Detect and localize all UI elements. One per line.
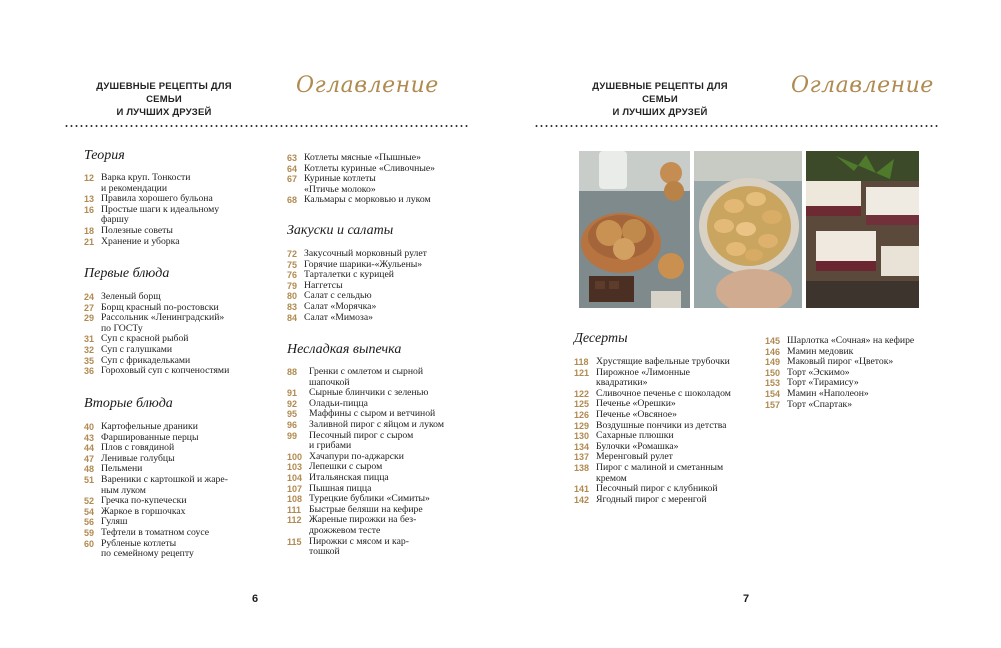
toc-entry-title: Фаршированные перцы: [101, 431, 199, 443]
toc-entry-title: Полезные советы: [101, 224, 173, 236]
toc-page-number: 21: [84, 236, 95, 247]
toc-list-mains-continued: [287, 153, 472, 206]
toc-entry-title: Лепешки с сыром: [309, 461, 383, 473]
toc-page-number: 79: [287, 280, 298, 291]
toc-entry[interactable]: [84, 475, 266, 496]
toc-page-number: 107: [287, 483, 303, 494]
toc-page-number: 44: [84, 443, 95, 454]
toc-entry-title: Песочный пирог с клубникой: [596, 483, 718, 495]
toc-page-number: 145: [765, 336, 781, 346]
toc-page-number: 153: [765, 378, 781, 389]
left-page-number: 6: [252, 593, 259, 605]
toc-page-number: 129: [574, 420, 590, 431]
toc-page-number: 138: [574, 462, 590, 473]
toc-entry-title: Сахарные плюшки: [596, 430, 674, 442]
toc-entry-title: Печенье «Орешки»: [596, 398, 676, 410]
toc-page-number: 51: [84, 474, 95, 485]
left-header-line1: ДУШЕВНЫЕ РЕЦЕПТЫ ДЛЯ СЕМЬИ: [96, 81, 232, 105]
toc-entry-title: Шарлотка «Сочная» на кефире: [787, 335, 915, 346]
toc-page-number: 115: [287, 536, 302, 547]
toc-entry-title: Меренговый рулет: [596, 451, 673, 463]
toc-entry[interactable]: [574, 410, 762, 421]
toc-entry-title: Сливочное печенье с шоколадом: [596, 387, 731, 399]
right-page-number: 7: [743, 593, 750, 605]
toc-entry[interactable]: [84, 205, 266, 226]
toc-entry-title: Вареники с картошкой и жаре- ным луком: [101, 473, 228, 496]
toc-page-number: 91: [287, 388, 298, 399]
toc-page-number: 36: [84, 366, 95, 377]
toc-entry-title: Котлеты мясные «Пышные»: [304, 152, 421, 163]
left-header-line2: И ЛУЧШИХ ДРУЗЕЙ: [116, 107, 212, 118]
toc-page-number: 103: [287, 462, 303, 473]
toc-entry-title: Гречка по-купечески: [101, 495, 187, 507]
toc-entry-title: Жареные пирожки на без- дрожжевом тесте: [309, 514, 417, 536]
left-header-subtitle: [86, 80, 242, 119]
toc-entry-title: Картофельные драники: [101, 421, 198, 432]
toc-page-number: 99: [287, 430, 298, 441]
toc-entry[interactable]: [574, 357, 762, 368]
section-title-first-courses: Первые блюда: [84, 266, 170, 281]
toc-entry-title: Сырные блинчики с зеленью: [309, 387, 429, 399]
toc-list-desserts-continued: [765, 336, 935, 410]
toc-page-number: 84: [287, 312, 298, 323]
toc-entry[interactable]: [84, 422, 266, 433]
toc-entry[interactable]: [765, 336, 935, 347]
toc-page-number: 31: [84, 334, 95, 345]
toc-entry-title: Мамин «Наполеон»: [787, 387, 869, 399]
toc-entry[interactable]: [287, 302, 472, 313]
section-title-second-courses: Вторые блюда: [84, 396, 173, 411]
toc-page-number: 40: [84, 422, 95, 432]
toc-entry[interactable]: [84, 226, 266, 237]
toc-entry-title: Хачапури по-аджарски: [309, 450, 404, 462]
toc-list-snacks-salads: [287, 249, 472, 323]
toc-page-number: 48: [84, 464, 95, 475]
left-dotted-divider: [64, 125, 468, 127]
toc-entry-title: Тефтели в томатном соусе: [101, 526, 210, 538]
toc-entry-title: Пирожное «Лимонные квадратики»: [596, 366, 690, 389]
toc-entry[interactable]: [287, 473, 472, 484]
toc-entry[interactable]: [287, 174, 472, 195]
toc-entry-title: Зеленый борщ: [101, 291, 161, 302]
toc-page-number: 16: [84, 204, 95, 215]
toc-entry-title: Торт «Эскимо»: [787, 366, 850, 378]
toc-page-number: 75: [287, 259, 298, 270]
toc-entry[interactable]: [84, 237, 266, 248]
toc-entry-title: Хрустящие вафельные трубочки: [596, 356, 730, 367]
toc-list-first-courses: [84, 292, 266, 377]
toc-entry-title: Ленивые голубцы: [101, 452, 175, 464]
section-title-desserts: Десерты: [574, 331, 628, 346]
right-dotted-divider: [534, 125, 938, 127]
section-title-theory: Теория: [84, 148, 125, 163]
toc-entry-title: Рубленые котлеты по семейному рецепту: [101, 537, 194, 560]
toc-entry[interactable]: [287, 195, 472, 206]
toc-entry-title: Закусочный морковный рулет: [304, 248, 427, 259]
toc-entry[interactable]: [287, 249, 472, 260]
toc-entry-title: Пышная пицца: [309, 482, 372, 494]
toc-page-number: 146: [765, 346, 781, 357]
toc-entry[interactable]: [765, 389, 935, 400]
toc-page-number: 112: [287, 515, 302, 526]
right-header-line1: ДУШЕВНЫЕ РЕЦЕПТЫ ДЛЯ СЕМЬИ: [592, 81, 728, 105]
toc-page-number: 35: [84, 355, 95, 366]
toc-page-number: 118: [574, 357, 589, 367]
toc-entry-title: Котлеты куриные «Сливочные»: [304, 162, 435, 174]
toc-page-number: 27: [84, 302, 95, 313]
toc-entry-title: Кальмары с морковью и луком: [304, 194, 431, 206]
toc-entry-title: Гуляш: [101, 516, 128, 528]
toc-list-desserts: [574, 357, 762, 505]
toc-page-number: 67: [287, 174, 298, 185]
toc-entry-title: Салат с сельдью: [304, 290, 372, 302]
toc-entry[interactable]: [84, 528, 266, 539]
toc-entry-title: Хранение и уборка: [101, 235, 180, 247]
toc-entry-title: Гороховый суп с копченостями: [101, 365, 230, 377]
toc-page-number: 154: [765, 388, 781, 399]
toc-entry[interactable]: [574, 495, 762, 506]
toc-entry[interactable]: [287, 431, 472, 452]
toc-entry[interactable]: [287, 537, 472, 558]
toc-page-number: 72: [287, 249, 298, 259]
toc-page-number: 150: [765, 367, 781, 378]
toc-entry[interactable]: [287, 367, 472, 388]
toc-page-number: 83: [287, 301, 298, 312]
toc-page-number: 126: [574, 409, 590, 420]
toc-entry-title: Торт «Тирамису»: [787, 377, 859, 389]
toc-list-theory: [84, 173, 266, 247]
toc-page-number: 157: [765, 399, 781, 410]
toc-entry-title: Пельмени: [101, 463, 143, 475]
toc-page-number: 43: [84, 432, 95, 443]
toc-page-number: 111: [287, 504, 302, 515]
toc-entry-title: Куриные котлеты «Птичье молоко»: [304, 173, 376, 195]
toc-page-number: 137: [574, 452, 590, 463]
toc-page-number: 80: [287, 291, 298, 302]
toc-entry-title: Суп с красной рыбой: [101, 333, 189, 345]
toc-entry-title: Салат «Мимоза»: [304, 311, 373, 323]
toc-page-number: 122: [574, 388, 590, 399]
toc-page-number: 96: [287, 419, 298, 430]
right-header-subtitle: [582, 80, 738, 119]
toc-page-number: 52: [84, 496, 95, 507]
toc-page-number: 108: [287, 494, 303, 505]
toc-entry-title: Песочный пирог с сыром и грибами: [309, 429, 414, 452]
toc-list-second-courses: [84, 422, 266, 560]
toc-page-number: 130: [574, 431, 590, 442]
right-header-title: Оглавление: [791, 73, 934, 98]
toc-page-number: 24: [84, 292, 95, 302]
toc-entry-title: Варка круп. Тонкости и рекомендации: [101, 172, 191, 194]
toc-entry-title: Рассольник «Ленинградский» по ГОСТу: [101, 312, 225, 334]
toc-entry-title: Итальянская пицца: [309, 471, 389, 483]
toc-entry-title: Пирожки с мясом и кар- тошкой: [309, 535, 409, 558]
toc-page-number: 104: [287, 472, 303, 483]
toc-entry[interactable]: [574, 463, 762, 484]
toc-entry[interactable]: [84, 539, 266, 560]
toc-entry-title: Оладьи-пицца: [309, 397, 368, 409]
toc-entry[interactable]: [287, 515, 472, 536]
toc-page-number: 13: [84, 194, 95, 205]
toc-entry-title: Суп с галушками: [101, 343, 173, 355]
section-title-snacks-salads: Закуски и салаты: [287, 223, 394, 238]
toc-page-number: 59: [84, 527, 95, 538]
toc-page-number: 63: [287, 153, 298, 163]
toc-entry-title: Борщ красный по-ростовски: [101, 301, 219, 313]
right-header-line2: И ЛУЧШИХ ДРУЗЕЙ: [612, 107, 708, 118]
toc-entry-title: Печенье «Овсяное»: [596, 408, 677, 420]
toc-page-number: 29: [84, 313, 95, 324]
toc-page-number: 64: [287, 163, 298, 174]
toc-page-number: 32: [84, 344, 95, 355]
berry-cake-photo: [806, 151, 919, 308]
toc-entry-title: Булочки «Ромашка»: [596, 440, 679, 452]
toc-entry[interactable]: [84, 366, 266, 377]
toc-entry-title: Наггетсы: [304, 279, 343, 291]
toc-page-number: 18: [84, 225, 95, 236]
toc-entry-title: Жаркое в горшочках: [101, 505, 186, 517]
toc-entry[interactable]: [84, 313, 266, 334]
toc-entry[interactable]: [287, 153, 472, 164]
toc-entry-title: Пирог с малиной и сметанным кремом: [596, 461, 724, 484]
toc-entry-title: Простые шаги к идеальному фаршу: [101, 203, 220, 226]
toc-entry[interactable]: [84, 345, 266, 356]
left-header-title: Оглавление: [296, 73, 439, 98]
toc-page-number: 88: [287, 367, 298, 377]
toc-entry-title: Тарталетки с курицей: [304, 269, 394, 281]
toc-page-number: 141: [574, 484, 590, 495]
toc-page-number: 56: [84, 517, 95, 528]
toc-page-number: 60: [84, 538, 95, 549]
toc-entry-title: Правила хорошего бульона: [101, 193, 213, 205]
toc-entry[interactable]: [574, 368, 762, 389]
toc-page-number: 92: [287, 398, 298, 409]
nut-cookies-photo: [694, 151, 802, 308]
toc-page-number: 95: [287, 409, 298, 420]
toc-entry-title: Заливной пирог с яйцом и луком: [309, 418, 444, 430]
toc-page-number: 100: [287, 451, 303, 462]
toc-entry[interactable]: [84, 292, 266, 303]
toc-list-savory-baking: [287, 367, 472, 558]
toc-entry[interactable]: [287, 313, 472, 324]
toc-page-number: 68: [287, 195, 298, 206]
section-title-savory-baking: Несладкая выпечка: [287, 342, 402, 357]
toc-entry-title: Салат «Морячка»: [304, 300, 377, 312]
toc-entry[interactable]: [765, 400, 935, 411]
toc-page-number: 125: [574, 399, 590, 410]
toc-entry-title: Турецкие бублики «Симиты»: [309, 493, 430, 505]
toc-entry-title: Маковый пирог «Цветок»: [787, 356, 894, 368]
toc-page-number: 134: [574, 441, 590, 452]
toc-entry-title: Быстрые беляши на кефире: [309, 503, 423, 515]
toc-entry[interactable]: [84, 173, 266, 194]
toc-entry-title: Торт «Спартак»: [787, 398, 853, 410]
toc-page-number: 54: [84, 506, 95, 517]
toc-entry-title: Плов с говядиной: [101, 442, 175, 454]
toc-entry-title: Суп с фрикадельками: [101, 354, 191, 366]
toc-page-number: 142: [574, 494, 590, 505]
toc-entry[interactable]: [287, 420, 472, 431]
cookies-photo: [579, 151, 690, 308]
toc-page-number: 76: [287, 270, 298, 281]
toc-page-number: 121: [574, 367, 590, 378]
toc-page-number: 47: [84, 453, 95, 464]
toc-page-number: 12: [84, 173, 95, 183]
toc-entry-title: Мамин медовик: [787, 345, 854, 357]
toc-entry-title: Ягодный пирог с меренгой: [596, 493, 707, 505]
toc-entry-title: Горячие шарики-«Жульены»: [304, 258, 423, 270]
toc-entry-title: Маффины с сыром и ветчиной: [309, 408, 436, 420]
toc-entry-title: Гренки с омлетом и сырной шапочкой: [309, 366, 424, 388]
toc-page-number: 149: [765, 357, 781, 368]
toc-entry-title: Воздушные пончики из детства: [596, 419, 727, 431]
